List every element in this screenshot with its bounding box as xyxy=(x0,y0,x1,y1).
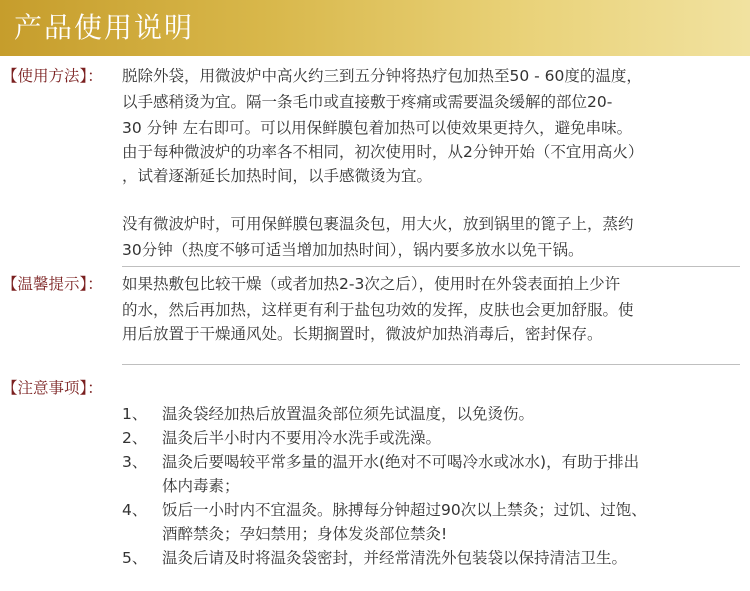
note-number-4: 4、 xyxy=(122,501,148,519)
section-divider-1 xyxy=(122,266,740,267)
tips-label-text: 【温馨提示】 xyxy=(2,275,88,293)
usage-label-text: 【使用方法】 xyxy=(2,67,88,85)
usage-line-5: ，试着逐渐延长加热时间，以手感微烫为宜。 xyxy=(122,167,433,185)
note-4-line-1: 饭后一小时内不宜温灸。脉搏每分钟超过90次以上禁灸；过饥、过饱、 xyxy=(162,501,647,519)
notes-label-text: 【注意事项】 xyxy=(2,379,88,397)
note-4-line-2: 酒醉禁灸；孕妇禁用；身体发炎部位禁灸! xyxy=(162,525,448,543)
notes-colon: ： xyxy=(87,379,103,397)
note-3-line-1: 温灸后要喝较平常多量的温开水(绝对不可喝冷水或冰水)，有助于排出 xyxy=(162,453,640,471)
usage-colon: ： xyxy=(87,67,103,85)
usage-line-2: 以手感稍烫为宜。隔一条毛巾或直接敷于疼痛或需要温灸缓解的部位20- xyxy=(122,93,613,111)
tips-colon: ： xyxy=(87,275,103,293)
note-1-line-1: 温灸袋经加热后放置温灸部位须先试温度，以免烫伤。 xyxy=(162,405,535,423)
note-number-1: 1、 xyxy=(122,405,148,423)
note-5-line-1: 温灸后请及时将温灸袋密封，并经常清洗外包装袋以保持清洁卫生。 xyxy=(162,549,628,567)
notes-label xyxy=(2,376,103,400)
note-number-2: 2、 xyxy=(122,429,148,447)
note-number-5: 5、 xyxy=(122,549,148,567)
note-number-3: 3、 xyxy=(122,453,148,471)
tips-label xyxy=(2,272,103,296)
note-2-line-1: 温灸后半小时内不要用冷水洗手或洗澡。 xyxy=(162,429,442,447)
note-3-line-2: 体内毒素； xyxy=(162,477,240,495)
page-title: 产品使用说明 xyxy=(14,11,195,44)
no-microwave-line-2: 30分钟（热度不够可适当增加加热时间），锅内要多放水以免干锅。 xyxy=(122,241,584,259)
usage-line-1: 脱除外袋，用微波炉中高火约三到五分钟将热疗包加热至50 - 60度的温度， xyxy=(122,67,642,85)
tips-line-2: 的水，然后再加热，这样更有利于盐包功效的发挥，皮肤也会更加舒服。使 xyxy=(122,301,634,319)
no-microwave-line-1: 没有微波炉时，可用保鲜膜包裹温灸包，用大火，放到锅里的篦子上，蒸约 xyxy=(122,215,634,233)
header-banner xyxy=(0,0,750,56)
usage-line-4: 由于每种微波炉的功率各不相同，初次使用时，从2分钟开始（不宜用高火） xyxy=(122,143,644,161)
usage-line-3: 30 分钟 左右即可。可以用保鲜膜包着加热可以使效果更持久，避免串味。 xyxy=(122,119,633,137)
tips-line-3: 用后放置于干燥通风处。长期搁置时，微波炉加热消毒后，密封保存。 xyxy=(122,325,603,343)
section-divider-2 xyxy=(122,364,740,365)
usage-label xyxy=(2,64,103,88)
tips-line-1: 如果热敷包比较干燥（或者加热2-3次之后），使用时在外袋表面拍上少许 xyxy=(122,275,621,293)
